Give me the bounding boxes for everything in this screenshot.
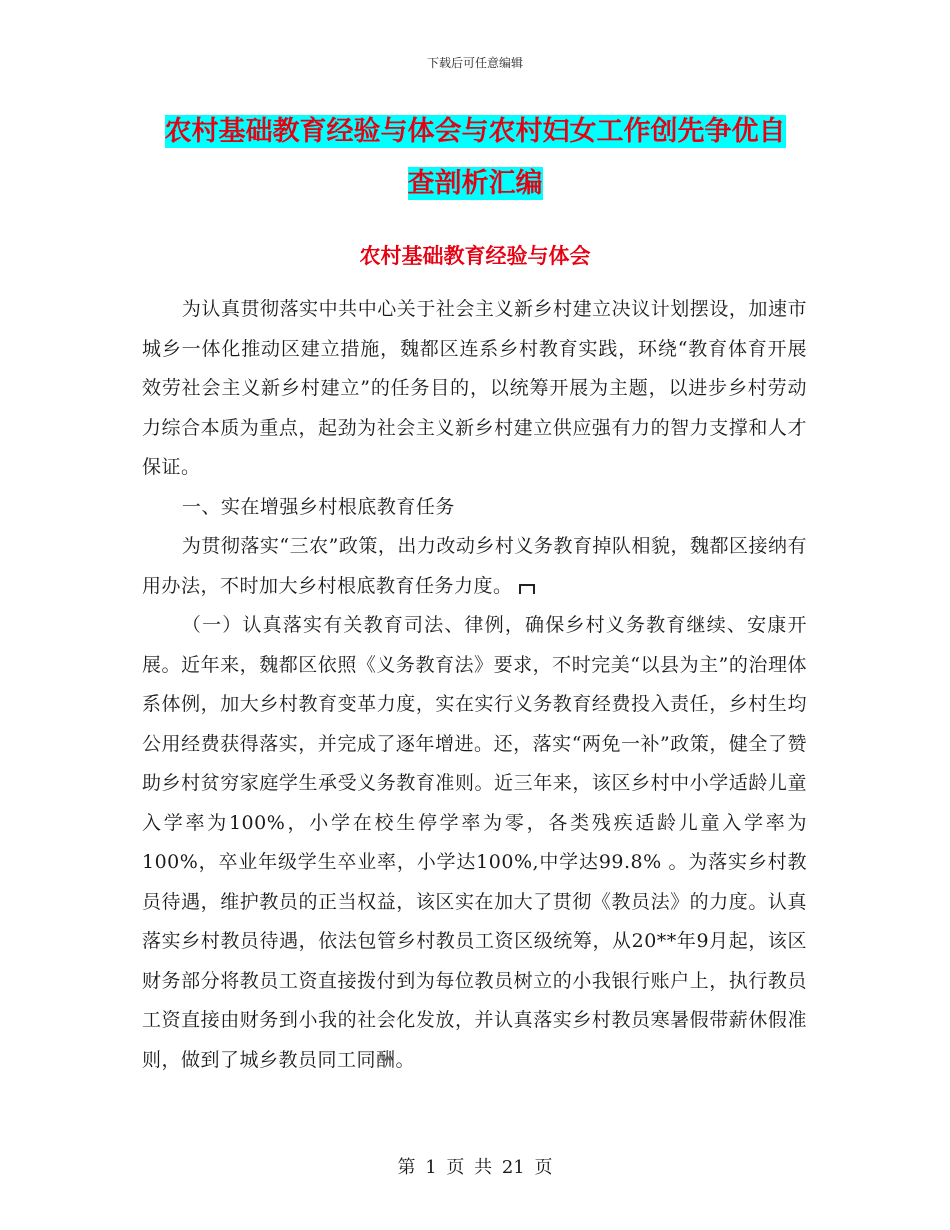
anchor-mark-icon (519, 584, 535, 594)
heading-part-one: 一、实在增强乡村根底教育任务 (181, 495, 455, 518)
section-title: 农村基础教育经验与体会 (359, 243, 591, 268)
title-line-2: 查剖析汇编 (407, 168, 543, 199)
paragraph-subsection-one: （一）认真落实有关教育司法、律例，确保乡村义务教育继续、安康开展。近年来，魏都区依照《义务教育法》要求，不时完美“以县为主”的治理体系体例，加大乡村教育变革力度，实在实行义务教育经费投入责任，乡村生均公用经费获得落实，并完成了逐年增进。还，落实“两免一补”政策，健全了赞助乡村贫穷家庭学生承受义务教育准则。近三年来，该区乡村中小学适龄儿童入学率为100%，小学在校生停学率为零，各类残疾适龄儿童入学率为100%，卒业年级学生卒业率，小学达100%,中学达99.8% 。为落实乡村教员待遇，维护教员的正当权益，该区实在加大了贯彻《教员法》的力度。认真落实乡村教员待遇，依法包管乡村教员工资区级统筹，从20**年9月起，该区财务部分将教员工资直接拨付到为每位教员树立的小我银行账户上，执行教员工资直接由财务到小我的社会化发放，并认真落实乡村教员寒暑假带薪休假准则，做到了城乡教员同工同酬。 (142, 614, 807, 1071)
paragraph-part-one-intro (142, 527, 807, 606)
paragraph-intro: 为认真贯彻落实中共中心关于社会主义新乡村建立决议计划摆设，加速市城乡一体化推动区建立措施，魏都区连系乡村教育实践，环绕“教育体育开展效劳社会主义新乡村建立”的任务目的，以统筹开展为主题，以进步乡村劳动力综合本质为重点，起劲为社会主义新乡村建立供应强有力的智力支撑和人才保证。 (142, 298, 807, 478)
title-line-1: 农村基础教育经验与体会与农村妇女工作创先争优自 (164, 116, 786, 147)
header-note: 下载后可任意编辑 (426, 56, 523, 70)
paragraph-part-one-text: 为贯彻落实“三农”政策，出力改动乡村义务教育掉队相貌，魏都区接纳有用办法，不时加大乡村根底教育任务力度。 (142, 535, 807, 597)
document-title (0, 106, 950, 210)
document-body (142, 290, 807, 1080)
page-footer: 第 1 页 共 21 页 (397, 1157, 553, 1178)
